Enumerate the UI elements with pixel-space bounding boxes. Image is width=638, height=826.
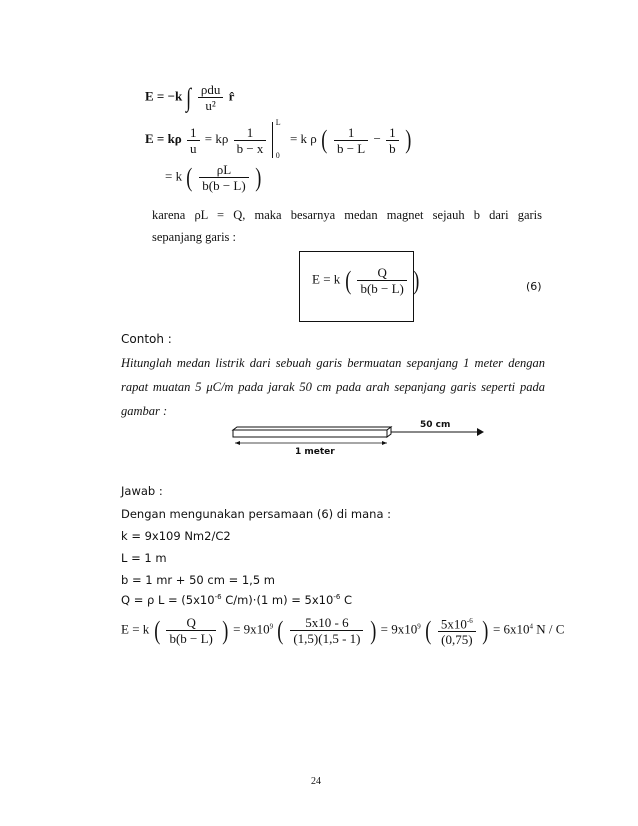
eq2-minus: − — [373, 130, 381, 146]
boxed-num: Q — [357, 265, 406, 281]
equation-result — [165, 162, 263, 193]
eq2-frac1-den: u — [190, 140, 197, 156]
boxed-equation — [299, 251, 420, 322]
final-frac3-num — [438, 614, 476, 632]
final-frac1-num: Q — [166, 615, 215, 631]
answer-line1: Dengan mengunakan persamaan (6) di mana : — [121, 507, 392, 521]
answer-line5-b: C/m)·(1 m) = 5x10 — [221, 593, 334, 607]
eq2-mid: = kρ — [204, 130, 229, 146]
eq2-line2-lhs: = k — [165, 168, 183, 184]
paren-left: ( — [186, 162, 193, 192]
final-exp4: 4 — [529, 622, 534, 631]
text1-line1: karena ρL = Q, maka besarnya medan magnet sejauh b dari garis — [152, 208, 542, 222]
eq2-line2-den: b(b − L) — [202, 178, 246, 193]
example-heading: Contoh : — [121, 332, 172, 346]
eq2-frac4-num: 1 — [386, 125, 399, 141]
answer-heading: Jawab : — [121, 484, 163, 498]
answer-line2: k = 9x109 Nm2/C2 — [121, 529, 231, 543]
page-number: 24 — [311, 776, 321, 787]
text-sepanjang — [152, 226, 236, 248]
eq1-num: ρdu — [198, 82, 224, 98]
paren-left: ( — [321, 125, 328, 154]
text-karena — [152, 204, 542, 226]
eq1-rhat: r̂ — [228, 88, 235, 104]
example-line1 — [121, 352, 545, 374]
label-1meter: 1 meter — [295, 447, 335, 457]
final-equation — [121, 614, 564, 647]
final-exp9a: 9 — [269, 622, 274, 631]
integral-sign: ∫ — [186, 82, 192, 112]
example-line1-text: Hitunglah medan listrik dari sebuah garis bermuatan sepanjang 1 meter dengan — [121, 356, 545, 370]
eq1-lhs: E = −k — [145, 88, 183, 104]
final-exp9b: 9 — [417, 622, 421, 631]
final-lhs: E = k — [121, 621, 150, 637]
label-50cm: 50 cm — [420, 420, 451, 430]
example-line2 — [121, 376, 545, 398]
dimension-1m — [235, 441, 387, 445]
answer-line5 — [121, 593, 352, 607]
paren-left: ( — [425, 615, 432, 645]
eq2-frac4-den: b — [389, 140, 396, 156]
eq2-frac2-num: 1 — [234, 125, 267, 141]
eval-lower: 0 — [275, 151, 280, 160]
eq2-frac3-num: 1 — [334, 125, 368, 141]
rod-shape — [233, 427, 391, 437]
eq2-rhs: = k ρ — [289, 130, 317, 146]
eq1-den: u² — [205, 98, 216, 113]
final-frac3-num-exp: -6 — [466, 617, 473, 625]
final-frac3-den: (0,75) — [441, 632, 473, 648]
answer-line5-a: Q = ρ L = (5x10 — [121, 593, 215, 607]
eq2-line2-num: ρL — [199, 162, 248, 178]
paren-right: ) — [413, 265, 420, 295]
paren-right: ) — [405, 125, 412, 154]
final-frac2 — [290, 615, 363, 646]
answer-line4: b = 1 mr + 50 cm = 1,5 m — [121, 573, 276, 587]
eq2-frac3-den: b − L — [336, 140, 366, 156]
boxed-den: b(b − L) — [360, 281, 404, 296]
paren-right: ) — [370, 615, 377, 645]
boxed-lhs: E = k — [312, 271, 341, 287]
final-frac1-den: b(b − L) — [169, 631, 213, 647]
eq2-frac4 — [386, 125, 399, 156]
text1-line2: sepanjang garis : — [152, 230, 237, 244]
answer-line3: L = 1 m — [121, 551, 167, 565]
eq2-frac2 — [234, 125, 267, 156]
eq2-lhs: E = kρ — [145, 130, 182, 146]
answer-line5-exp1: -6 — [214, 593, 222, 602]
paren-left: ( — [277, 615, 284, 645]
final-frac2-den: (1,5)(1,5 - 1) — [293, 631, 361, 647]
equation-evaluation — [145, 118, 412, 160]
eq2-frac3 — [334, 125, 368, 156]
final-frac1 — [166, 615, 215, 646]
final-frac3-num-base: 5x10 — [440, 616, 467, 632]
answer-line5-c: C — [340, 593, 352, 607]
final-frac2-num: 5x10 - 6 — [290, 615, 363, 631]
eq2-frac1 — [187, 125, 200, 156]
example-line3: gambar : — [121, 404, 168, 418]
eval-bar — [272, 118, 287, 160]
paren-right: ) — [222, 615, 229, 645]
eq2-line2-frac — [199, 162, 248, 193]
final-eq4: = 6x10 — [492, 621, 530, 637]
answer-line5-exp2: -6 — [333, 593, 341, 602]
paren-right: ) — [482, 615, 489, 645]
paren-left: ( — [153, 615, 160, 645]
final-eq3: = 9x10 — [380, 621, 418, 637]
boxed-frac — [357, 265, 406, 296]
final-frac3 — [438, 614, 476, 647]
equation-number: (6) — [526, 280, 542, 293]
paren-right: ) — [255, 162, 262, 192]
example-line2-text: rapat muatan 5 μC/m pada jarak 50 cm pada arah sepanjang garis seperti pada — [121, 380, 545, 394]
equation-integral — [145, 82, 234, 113]
boxed-equation-content — [312, 265, 421, 296]
paren-left: ( — [344, 265, 351, 295]
eq2-frac2-den: b − x — [236, 140, 264, 156]
final-unit: N / C — [533, 621, 565, 637]
eval-upper: L — [275, 118, 281, 127]
final-eq2: = 9x10 — [233, 621, 270, 637]
eq2-frac1-num: 1 — [187, 125, 200, 141]
eq1-fraction — [198, 82, 224, 113]
